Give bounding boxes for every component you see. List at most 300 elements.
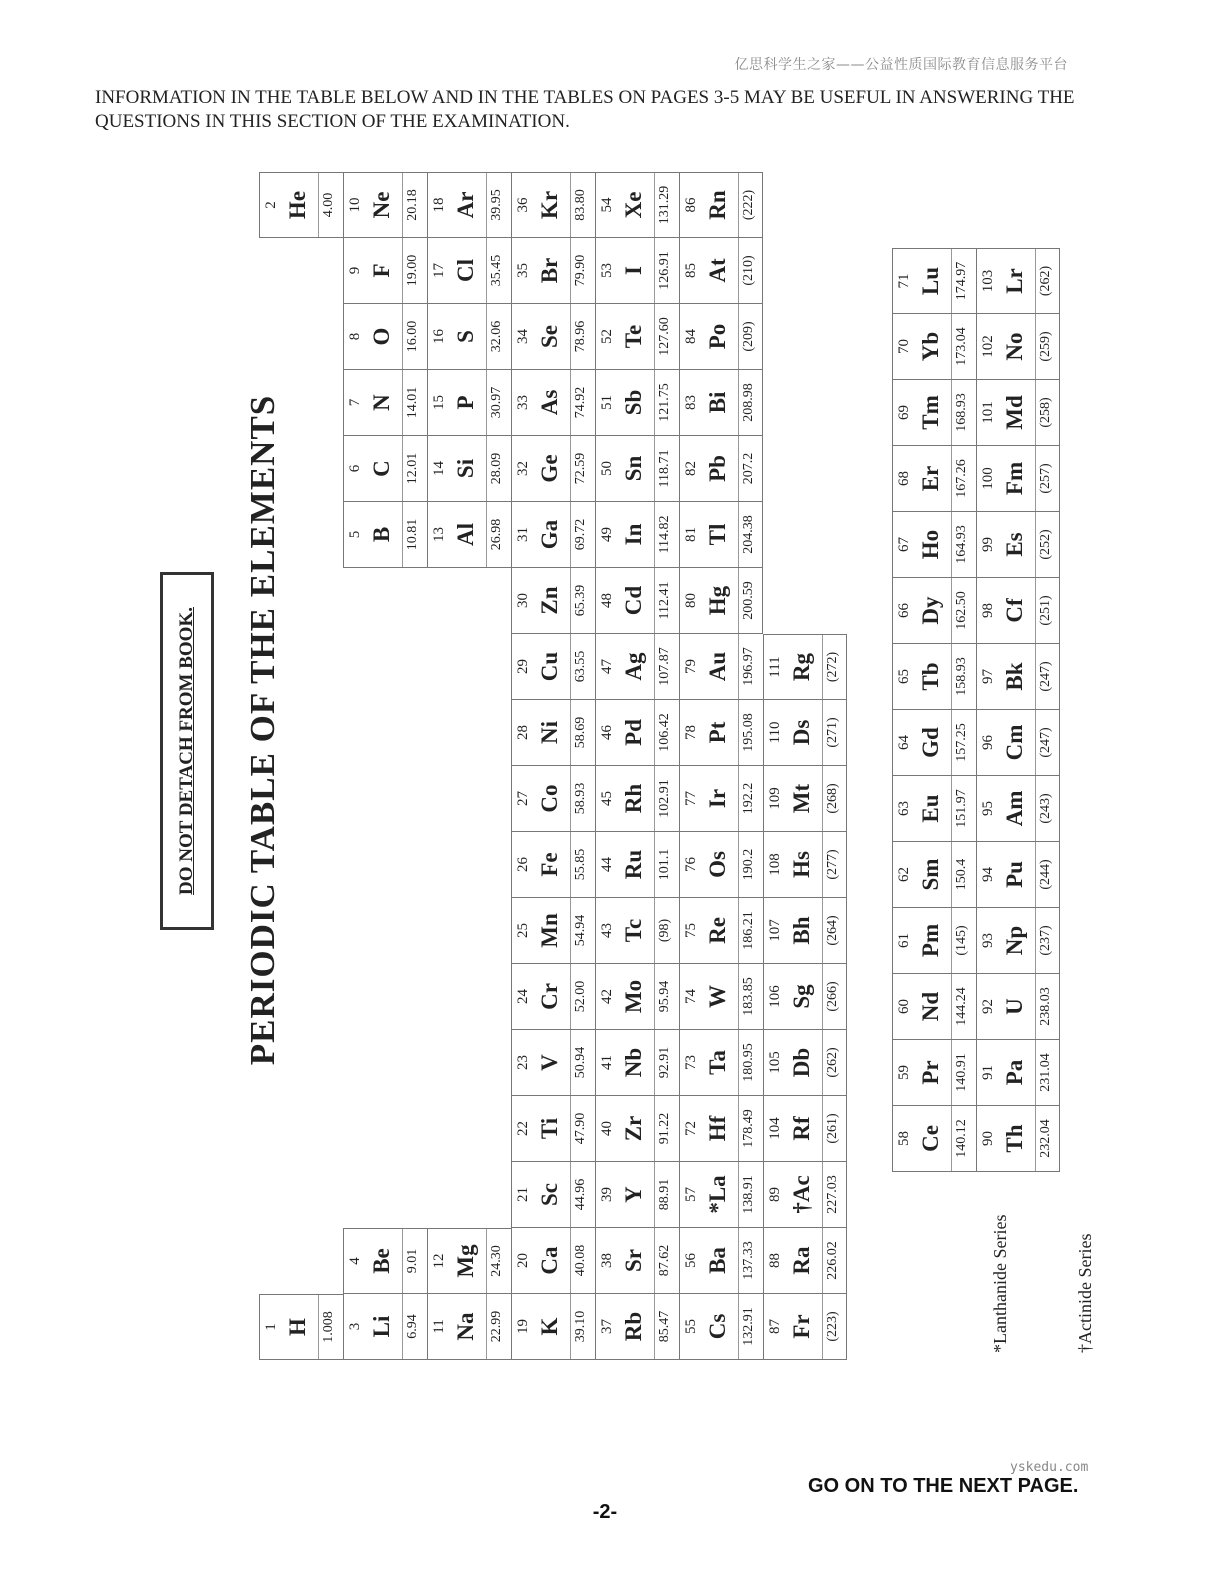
element-cell: [511, 436, 595, 502]
element-symbol: Bk: [1002, 662, 1027, 691]
element-cell: [427, 436, 511, 502]
atomic-mass: 180.95: [738, 1030, 759, 1095]
atomic-mass: 40.08: [570, 1228, 591, 1293]
atomic-mass: (264): [822, 898, 843, 963]
atomic-mass: 118.71: [654, 436, 675, 501]
element-symbol: Am: [1002, 790, 1027, 827]
atomic-mass: 55.85: [570, 832, 591, 897]
element-cell: [763, 700, 847, 766]
element-cell: [595, 238, 679, 304]
atomic-mass: 126.91: [654, 238, 675, 303]
atomic-mass: (244): [1035, 842, 1056, 907]
element-symbol: Ru: [621, 849, 646, 880]
element-cell: [679, 1294, 763, 1360]
atomic-number: 108: [767, 853, 783, 876]
element-symbol: Ga: [537, 519, 562, 550]
element-symbol: Ta: [705, 1050, 730, 1075]
atomic-mass: 183.85: [738, 964, 759, 1029]
atomic-number: 104: [767, 1117, 783, 1140]
element-symbol: Mn: [537, 913, 562, 948]
atomic-number: 63: [896, 801, 912, 816]
atomic-number: 2: [263, 201, 279, 209]
element-cell: [679, 1030, 763, 1096]
element-symbol: Sc: [537, 1183, 562, 1206]
element-symbol: Al: [453, 523, 478, 546]
element-cell: [976, 776, 1060, 842]
element-cell: [892, 578, 976, 644]
atomic-number: 51: [599, 395, 615, 410]
atomic-number: 47: [599, 659, 615, 674]
element-cell: [763, 832, 847, 898]
atomic-mass: (251): [1035, 578, 1056, 643]
element-symbol: Eu: [918, 794, 943, 823]
atomic-number: 58: [896, 1131, 912, 1146]
atomic-mass: (210): [738, 238, 759, 303]
atomic-mass: (268): [822, 766, 843, 831]
element-cell: [511, 1162, 595, 1228]
element-cell: [511, 370, 595, 436]
element-cell: [679, 766, 763, 832]
element-symbol: Pt: [705, 721, 730, 744]
atomic-mass: 58.69: [570, 700, 591, 765]
element-cell: [892, 710, 976, 776]
atomic-number: 22: [515, 1121, 531, 1136]
element-cell: [343, 304, 427, 370]
atomic-number: 103: [980, 269, 996, 293]
atomic-number: 6: [347, 464, 363, 473]
atomic-mass: 88.91: [654, 1162, 675, 1227]
atomic-number: 94: [980, 867, 996, 882]
atomic-number: 93: [980, 933, 996, 948]
atomic-number: 24: [515, 989, 531, 1004]
element-symbol: Ne: [369, 191, 394, 219]
element-cell: [427, 370, 511, 436]
atomic-mass: 162.50: [951, 578, 972, 643]
atomic-mass: 164.93: [951, 512, 972, 577]
atomic-number: 97: [980, 669, 996, 684]
atomic-number: 92: [980, 999, 996, 1014]
element-cell: [976, 512, 1060, 578]
atomic-number: 75: [683, 923, 699, 938]
element-symbol: Cu: [537, 651, 562, 682]
atomic-number: 41: [599, 1055, 615, 1070]
element-cell: [511, 898, 595, 964]
atomic-number: 9: [347, 266, 363, 275]
rotated-periodic-table-area: [160, 160, 1120, 1410]
element-symbol: Be: [369, 1248, 394, 1274]
periodic-table-grid: [259, 150, 1053, 1360]
atomic-number: 99: [980, 537, 996, 552]
atomic-number: 32: [515, 461, 531, 476]
atomic-number: 52: [599, 329, 615, 344]
element-cell: [679, 370, 763, 436]
atomic-number: 8: [347, 332, 363, 341]
atomic-mass: 39.95: [486, 173, 507, 237]
table-title: PERIODIC TABLE OF THE ELEMENTS: [243, 394, 282, 1066]
atomic-mass: 28.09: [486, 436, 507, 501]
atomic-number: 19: [515, 1319, 531, 1334]
atomic-number: 43: [599, 923, 615, 938]
atomic-number: 42: [599, 989, 615, 1004]
element-cell: [427, 502, 511, 568]
atomic-number: 35: [515, 263, 531, 278]
element-cell: [976, 644, 1060, 710]
element-symbol: Si: [453, 458, 478, 479]
atomic-number: 73: [683, 1055, 699, 1070]
atomic-number: 39: [599, 1187, 615, 1202]
atomic-mass: 12.01: [402, 436, 423, 501]
element-symbol: Pm: [918, 923, 943, 958]
atomic-mass: 138.91: [738, 1162, 759, 1227]
atomic-mass: 200.59: [738, 568, 759, 633]
element-cell: [511, 568, 595, 634]
atomic-mass: 204.38: [738, 502, 759, 567]
atomic-number: 70: [896, 339, 912, 354]
element-cell: [892, 1040, 976, 1106]
element-symbol: Rn: [705, 190, 730, 220]
element-cell: [679, 832, 763, 898]
atomic-mass: 190.2: [738, 832, 759, 897]
element-cell: [511, 1030, 595, 1096]
detach-warning-box: [160, 572, 214, 930]
element-symbol: Mt: [789, 783, 814, 814]
atomic-mass: 69.72: [570, 502, 591, 567]
atomic-number: 62: [896, 867, 912, 882]
atomic-mass: 127.60: [654, 304, 675, 369]
atomic-number: 71: [896, 273, 912, 289]
element-symbol: Ni: [537, 721, 562, 744]
atomic-number: 45: [599, 791, 615, 806]
element-cell: [976, 974, 1060, 1040]
element-cell: [892, 1106, 976, 1172]
element-cell: [976, 842, 1060, 908]
element-symbol: Tm: [918, 395, 943, 430]
atomic-mass: (257): [1035, 446, 1056, 511]
element-symbol: Se: [537, 325, 562, 348]
atomic-mass: 26.98: [486, 502, 507, 567]
atomic-number: 90: [980, 1131, 996, 1146]
atomic-number: 106: [767, 985, 783, 1008]
atomic-number: 16: [431, 329, 447, 344]
atomic-mass: 35.45: [486, 238, 507, 303]
element-cell: [595, 832, 679, 898]
atomic-number: 67: [896, 537, 912, 552]
element-cell: [679, 700, 763, 766]
atomic-mass: 173.04: [951, 314, 972, 379]
atomic-number: 88: [767, 1253, 783, 1268]
element-symbol: Mg: [453, 1244, 478, 1278]
element-cell: [595, 436, 679, 502]
element-cell: [763, 1096, 847, 1162]
element-symbol: V: [537, 1054, 562, 1071]
atomic-mass: 47.90: [570, 1096, 591, 1161]
element-cell: [511, 238, 595, 304]
element-cell: [679, 964, 763, 1030]
atomic-mass: 137.33: [738, 1228, 759, 1293]
atomic-mass: (261): [822, 1096, 843, 1161]
element-cell: [595, 568, 679, 634]
element-symbol: Pu: [1002, 861, 1027, 888]
atomic-number: 14: [431, 461, 447, 476]
atomic-mass: 39.10: [570, 1294, 591, 1359]
element-symbol: Rf: [789, 1116, 814, 1141]
element-cell: [595, 898, 679, 964]
element-cell: [679, 634, 763, 700]
atomic-mass: (247): [1035, 644, 1056, 709]
element-symbol: Ir: [705, 788, 730, 809]
element-symbol: W: [705, 985, 730, 1008]
element-symbol: Rh: [621, 783, 646, 814]
atomic-mass: 101.1: [654, 832, 675, 897]
element-cell: [679, 1096, 763, 1162]
atomic-mass: 121.75: [654, 370, 675, 435]
element-cell: [976, 1040, 1060, 1106]
atomic-mass: (259): [1035, 314, 1056, 379]
atomic-mass: 186.21: [738, 898, 759, 963]
element-symbol: Er: [918, 465, 943, 492]
atomic-number: 15: [431, 395, 447, 410]
atomic-mass: 114.82: [654, 502, 675, 567]
atomic-number: 101: [980, 401, 996, 424]
element-symbol: Po: [705, 323, 730, 350]
element-cell: [595, 172, 679, 238]
element-symbol: C: [369, 460, 394, 477]
atomic-number: 57: [683, 1187, 699, 1202]
atomic-mass: 232.04: [1035, 1106, 1056, 1171]
element-symbol: No: [1002, 332, 1027, 361]
atomic-number: 107: [767, 919, 783, 942]
element-cell: [892, 512, 976, 578]
atomic-mass: 227.03: [822, 1162, 843, 1227]
element-cell: [259, 1294, 343, 1360]
next-page-note: GO ON TO THE NEXT PAGE.: [808, 1475, 1079, 1497]
element-cell: [976, 1106, 1060, 1172]
atomic-number: 74: [683, 989, 699, 1004]
element-symbol: Os: [705, 851, 730, 878]
lanthanide-series-label: *Lanthanide Series: [990, 1214, 1010, 1353]
atomic-number: 50: [599, 461, 615, 476]
atomic-mass: 174.97: [951, 249, 972, 313]
atomic-mass: 150.4: [951, 842, 972, 907]
element-cell: [595, 1228, 679, 1294]
atomic-mass: 79.90: [570, 238, 591, 303]
element-cell: [511, 502, 595, 568]
element-symbol: Te: [621, 324, 646, 349]
atomic-number: 11: [431, 1319, 447, 1334]
atomic-number: 84: [683, 329, 699, 344]
element-cell: [892, 314, 976, 380]
atomic-number: 68: [896, 471, 912, 486]
atomic-mass: 58.93: [570, 766, 591, 831]
atomic-mass: 196.97: [738, 634, 759, 699]
atomic-number: 59: [896, 1065, 912, 1080]
atomic-number: 48: [599, 593, 615, 608]
atomic-number: 100: [980, 467, 996, 490]
element-symbol: Cf: [1002, 598, 1027, 623]
atomic-number: 33: [515, 395, 531, 410]
instructions: INFORMATION IN THE TABLE BELOW AND IN THE TABLES ON PAGES 3-5 MAY BE USEFUL IN ANSWERING THE QUESTIONS IN THIS SECTION OF THE EXAMINATION.: [95, 87, 1075, 132]
element-symbol: Th: [1002, 1124, 1027, 1153]
atomic-number: 80: [683, 593, 699, 608]
atomic-number: 1: [263, 1323, 279, 1331]
element-symbol: U: [1002, 998, 1027, 1015]
element-cell: [343, 172, 427, 238]
element-symbol: Fm: [1002, 461, 1027, 496]
element-symbol: Cs: [705, 1313, 730, 1340]
element-symbol: Cr: [537, 983, 562, 1010]
atomic-mass: 132.91: [738, 1294, 759, 1359]
atomic-number: 49: [599, 527, 615, 542]
atomic-mass: 14.01: [402, 370, 423, 435]
atomic-number: 87: [767, 1319, 783, 1334]
atomic-mass: 74.92: [570, 370, 591, 435]
atomic-mass: (223): [822, 1294, 843, 1359]
atomic-mass: (272): [822, 635, 843, 699]
atomic-number: 61: [896, 933, 912, 948]
element-symbol: Li: [369, 1315, 394, 1338]
actinide-series-label: †Actinide Series: [1075, 1233, 1095, 1353]
element-cell: [763, 1162, 847, 1228]
element-cell: [763, 1294, 847, 1360]
atomic-mass: 87.62: [654, 1228, 675, 1293]
atomic-number: 13: [431, 527, 447, 542]
element-cell: [892, 248, 976, 314]
atomic-number: 95: [980, 801, 996, 816]
atomic-number: 98: [980, 603, 996, 618]
element-cell: [679, 502, 763, 568]
element-cell: [679, 436, 763, 502]
atomic-mass: 54.94: [570, 898, 591, 963]
atomic-mass: 32.06: [486, 304, 507, 369]
element-cell: [892, 974, 976, 1040]
atomic-mass: (262): [1035, 249, 1056, 313]
element-symbol: Hs: [789, 851, 814, 878]
atomic-mass: 72.59: [570, 436, 591, 501]
element-cell: [511, 700, 595, 766]
element-symbol: Cm: [1002, 724, 1027, 761]
element-cell: [511, 634, 595, 700]
atomic-number: 46: [599, 725, 615, 740]
atomic-number: 26: [515, 857, 531, 872]
atomic-number: 77: [683, 791, 699, 806]
element-cell: [595, 700, 679, 766]
atomic-number: 54: [599, 197, 615, 213]
element-symbol: Tb: [918, 662, 943, 691]
atomic-mass: 24.30: [486, 1229, 507, 1293]
atomic-number: 7: [347, 398, 363, 407]
element-symbol: Cl: [453, 259, 478, 282]
atomic-mass: (247): [1035, 710, 1056, 775]
atomic-number: 37: [599, 1319, 615, 1334]
detach-warning: DO NOT DETACH FROM BOOK.: [176, 607, 197, 896]
element-cell: [892, 380, 976, 446]
element-symbol: F: [369, 263, 394, 278]
element-symbol: Ra: [789, 1246, 814, 1275]
element-symbol: Bi: [705, 391, 730, 414]
element-cell: [892, 446, 976, 512]
atomic-number: 5: [347, 530, 363, 539]
atomic-mass: 231.04: [1035, 1040, 1056, 1105]
element-cell: [511, 832, 595, 898]
atomic-mass: 192.2: [738, 766, 759, 831]
element-cell: [679, 304, 763, 370]
element-symbol: Nd: [918, 991, 943, 1022]
element-symbol: N: [369, 394, 394, 411]
atomic-number: 23: [515, 1055, 531, 1070]
element-symbol: Sr: [621, 1249, 646, 1272]
atomic-number: 82: [683, 461, 699, 476]
atomic-mass: 238.03: [1035, 974, 1056, 1039]
atomic-number: 18: [431, 197, 447, 213]
atomic-number: 69: [896, 405, 912, 420]
element-symbol: Y: [621, 1186, 646, 1203]
element-symbol: Sg: [789, 984, 814, 1009]
element-cell: [427, 1228, 511, 1294]
element-cell: [763, 898, 847, 964]
element-symbol: Yb: [918, 331, 943, 362]
element-symbol: Lu: [918, 266, 943, 296]
element-symbol: Mo: [621, 979, 646, 1014]
atomic-mass: 65.39: [570, 568, 591, 633]
element-symbol: Rg: [789, 652, 814, 682]
element-cell: [595, 1096, 679, 1162]
element-cell: [595, 370, 679, 436]
atomic-mass: 16.00: [402, 304, 423, 369]
element-cell: [763, 634, 847, 700]
element-symbol: Au: [705, 651, 730, 682]
atomic-mass: 112.41: [654, 568, 675, 633]
element-cell: [763, 766, 847, 832]
element-symbol: Zr: [621, 1115, 646, 1142]
atomic-number: 76: [683, 857, 699, 872]
element-cell: [679, 1162, 763, 1228]
atomic-number: 91: [980, 1065, 996, 1080]
atomic-mass: 9.01: [402, 1229, 423, 1293]
atomic-number: 64: [896, 735, 912, 750]
watermark-top: 亿思科学生之家——公益性质国际教育信息服务平台: [734, 57, 1068, 73]
element-cell: [763, 964, 847, 1030]
element-symbol: Co: [537, 784, 562, 813]
element-symbol: He: [285, 190, 310, 220]
atomic-number: 81: [683, 527, 699, 542]
element-symbol: H: [285, 1318, 310, 1336]
atomic-number: 29: [515, 659, 531, 674]
element-cell: [595, 1162, 679, 1228]
element-cell: [892, 776, 976, 842]
atomic-mass: (209): [738, 304, 759, 369]
atomic-number: 78: [683, 725, 699, 740]
element-cell: [976, 908, 1060, 974]
atomic-number: 10: [347, 197, 363, 213]
element-symbol: I: [621, 266, 646, 275]
element-symbol: Fe: [537, 852, 562, 877]
element-symbol: Lr: [1002, 268, 1027, 294]
element-cell: [511, 1294, 595, 1360]
element-symbol: K: [537, 1317, 562, 1336]
atomic-mass: (243): [1035, 776, 1056, 841]
element-symbol: Nb: [621, 1047, 646, 1078]
atomic-mass: 107.87: [654, 634, 675, 699]
atomic-number: 17: [431, 263, 447, 278]
atomic-number: 28: [515, 725, 531, 740]
atomic-mass: 10.81: [402, 502, 423, 567]
atomic-mass: 144.24: [951, 974, 972, 1039]
element-symbol: Hg: [705, 585, 730, 616]
atomic-mass: 140.91: [951, 1040, 972, 1105]
atomic-mass: 168.93: [951, 380, 972, 445]
element-cell: [679, 238, 763, 304]
atomic-mass: 195.08: [738, 700, 759, 765]
